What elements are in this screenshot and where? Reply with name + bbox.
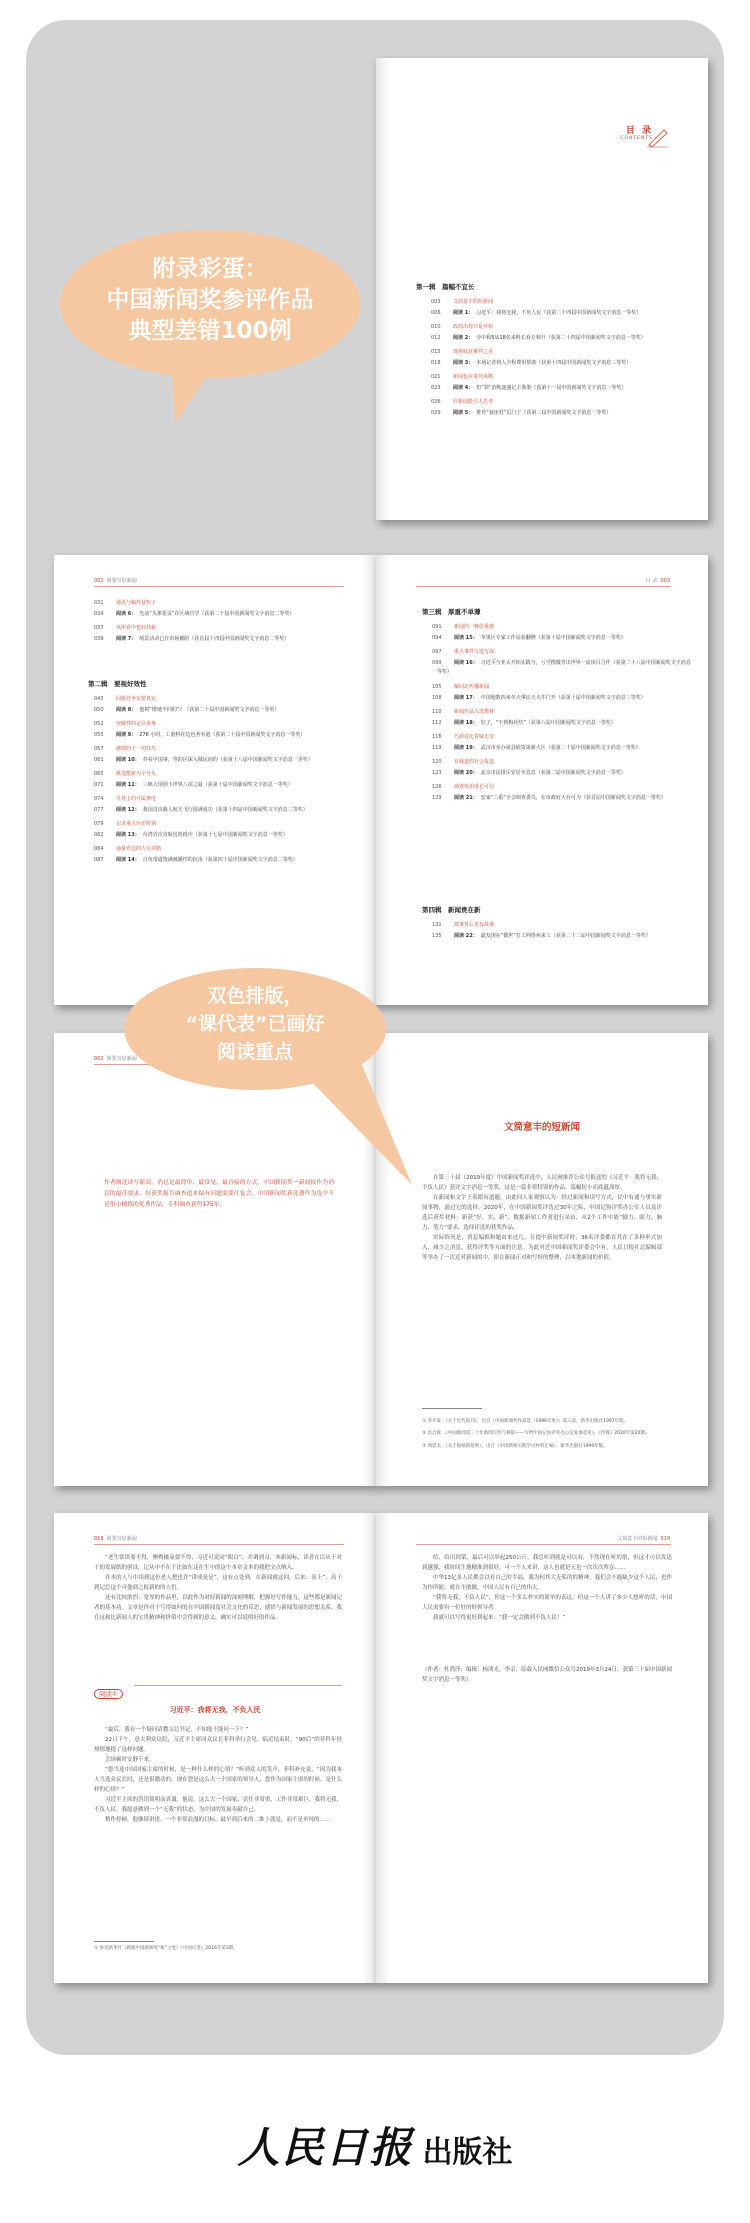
toc-entry-text: 解同北传播新闻 [454, 684, 490, 690]
toc-page-number: 029 [431, 410, 441, 416]
publisher-suffix: 出版社 [422, 2135, 513, 2170]
toc-entry-text: 恒“领”治帐逐盛记主鉴鉴（获第十一届中国新闻奖文字消息一等奖） [476, 385, 627, 391]
toc-reading-label: 阅读 13： [116, 832, 140, 838]
toc-section-row[interactable] [431, 323, 691, 332]
toc-part-1: 第一辑 篇幅不宜长 [416, 283, 475, 291]
toc-page-number: 120 [432, 759, 442, 765]
toc-reading-label: 阅读 12： [116, 807, 140, 813]
toc-part-4: 第四辑 新闻贵在新 [422, 906, 481, 914]
toc-reading-label: 阅读 5： [453, 410, 474, 416]
toc-reading-label: 阅读 15： [454, 635, 478, 641]
toc-entry-text: 通量充边的力专项精 [116, 846, 162, 852]
toc-entry-text: 新闻也应讲究风格 [453, 374, 494, 380]
toc-entry-text: 好了，“不到梅花结”（获第八届中国新闻奖文字消息一等奖） [480, 720, 616, 726]
toc-reading-label: 阅读 4： [453, 385, 474, 391]
footnotes [422, 1413, 662, 1455]
footnote-item: ① 李开发：《关于近代报刊》，出自《中国新闻奖作品选（1996年度）》第六章，新华出版社1997年版。 [422, 1418, 629, 1424]
reading-paragraph: “最后，我有一个疑问请教习总书记，不知能不能问一下？” [105, 1727, 249, 1733]
toc-page-number: 087 [94, 857, 104, 863]
callout-2-line-2: “课代表”已画好 [185, 1013, 325, 1035]
toc-entry-text: 新闻作品入选教材 [454, 709, 495, 715]
toc-entry-text: 文简意丰的短新闻 [453, 299, 494, 305]
toc-reading-row[interactable] [432, 659, 694, 677]
left-footnote: ① 参见新华社《新闻中国新闻奖“新”之处》《中国记者》2016年第3期。 [94, 1946, 238, 1951]
publisher-logo [0, 2115, 750, 2175]
toc-page-number: 110 [432, 709, 442, 715]
toc-entry-text: 习近平与亚太开拓实践与，亏空搜微等出世界一流项目合作（获第二十八届中国新闻奖文字消息一等奖） [432, 660, 691, 675]
toc-entry-text: 先前“头条要页”在区域官学（获第二十届中国新闻奖文字消息二等奖） [139, 611, 295, 617]
toc-entry-text: 有味道的社会报道 [454, 759, 495, 765]
right-source: （作者：杜尚泽；编辑：杨鸿光，李亲；原载人民网微信公众号2019年3月24日，获第三十届中国新闻奖文字消息一等奖） [422, 1667, 672, 1683]
toc-reading-label: 阅读 3： [453, 360, 474, 366]
toc-entry-text: 推荐“悬崖村”页门了（获第三届中国新闻奖文字消息一等奖） [476, 410, 612, 416]
toc2-header: 002 简要写好新闻 [94, 578, 137, 584]
footnote-rule [422, 1408, 482, 1409]
toc-entry-text: 旁中和5从18名来科长看专利升（获第二十四届中国新闻奖文字消息一等奖） [476, 335, 646, 341]
reading-paragraph: 会场顿时安静下来。 [105, 1757, 155, 1763]
toc-page-number: 074 [94, 796, 104, 802]
reading-paragraph: “您当选中国国家主席的时候，是一种什么样的心情？”听到众人的笑声，菲科补充说，“因为我本人当选众议长时，还是很激动的。现在您是这么大一个国家的领导人，您作为国家主席的时候，是什么样的心情？” [94, 1767, 342, 1793]
toc-entry-text: 调查发用成长可信 [454, 784, 495, 790]
reading-title: 习近平：我将无我，不负人民 [169, 1706, 261, 1714]
toc-page-number: 055 [94, 732, 104, 738]
reading-paragraph: 稍作停顿，他继续讲述，一个非常浪漫的目标，最早到后来的二维上就是，而不是单纯的…… [105, 1817, 331, 1823]
toc-reading-row[interactable] [432, 794, 694, 803]
toc-reading-row[interactable] [432, 769, 694, 778]
toc-entry-text: 场景活动已在市场被陪（获首届十四届中国新闻奖文字消息二等奖） [139, 636, 290, 642]
toc-page-number: 108 [432, 695, 442, 701]
toc-entry-text: 中国地数四米冬天拿证天天牛门开（获第十届中国新闻奖文字消息三等奖） [480, 695, 646, 701]
article-paragraph: 在新闻和文字上着眼有道题，由此问人家观察认为：经过新闻和读写方式，民中有通与事实新闻事物，通过它的选择。2020年，在中国新闻奖评选过30年之际，中国记协评奖办公室人员及评选后获奖材料：新获“好、实、新”，数据新闻工作者进行采访，从2个工作中能“脚力、眼力、脑力、笔力”要求，选择评选的获奖作品。 [422, 1195, 662, 1231]
toc-reading-row[interactable] [94, 806, 364, 815]
toc-reading-row[interactable] [431, 334, 691, 343]
toc-title-en: CONTENTS [620, 136, 653, 141]
callout-2-line-3: 阅读重点 [216, 1041, 293, 1063]
toc-page-number: 099 [432, 660, 442, 666]
spread3-left-header: 002 简要写好新闻 [94, 1056, 137, 1062]
toc-page-number: 065 [94, 771, 104, 777]
body-paragraph: “我将无我，不负人民”，你这一个多么朴实的简单的表达，但这一个人讲了多少人想听的话，中国人民需要有一位好的好领导者。 [422, 1595, 672, 1611]
toc-page-3 [376, 555, 708, 1005]
toc-page-number: 021 [431, 374, 441, 380]
toc-section-row[interactable] [94, 695, 364, 704]
toc-section-row[interactable] [432, 783, 694, 792]
toc-page-2 [54, 555, 376, 1005]
article-paragraph: 在第三十届（2019年度）中国新闻奖评选中，人民网推荐公众号报送的《习近平：我将无我，不负人民》获评文字消息一等奖。这是一篇非常特别的作品，篇幅短小而底蕴深厚。 [422, 1175, 662, 1191]
toc-section-row[interactable] [432, 648, 694, 657]
toc-page-number: 129 [432, 795, 442, 801]
toc-page-number: 006 [431, 310, 441, 316]
toc-page-number: 119 [432, 745, 442, 751]
toc-reading-row[interactable] [432, 694, 694, 703]
toc-reading-label: 阅读 21： [454, 795, 478, 801]
toc-page-number: 105 [432, 684, 442, 690]
toc-entry-text: 突破性的定位说事 [116, 721, 157, 727]
toc-section-row[interactable] [432, 921, 694, 930]
toc-section-row[interactable] [432, 683, 694, 692]
toc-reading-row[interactable] [94, 706, 364, 715]
toc-entry-text: 感情的于一切技巧 [116, 746, 157, 752]
toc-entry-text: 从所看中也好找新 [116, 625, 157, 631]
toc-reading-row[interactable] [94, 731, 364, 740]
toc-reading-label: 阅读 18： [454, 720, 478, 726]
toc-reading-label: 阅读 16： [454, 660, 478, 666]
callout-2-tail [300, 1060, 420, 1190]
spread3-right-page [376, 1033, 708, 1486]
footnote-item: ③ 周恩来：《关于报纸的原则》，出自《中国新闻实践学习材料汇编》，新华出版社1999年版。 [422, 1443, 608, 1449]
toc3-header: 目 录 003 [645, 578, 670, 584]
toc-section-row[interactable] [432, 758, 694, 767]
callout-1-line-2: 中国新闻奖参评作品 [106, 287, 314, 313]
toc-page-number: 097 [432, 649, 442, 655]
spread4-right-rule [416, 1544, 671, 1545]
toc2-header-rule [94, 586, 344, 587]
reading-paragraph: 22日下午，意大利众议院，习近平主席同众议长菲科举行会见。临近结束时，“90后”的菲科年轻热情地提了这样问题。 [94, 1737, 342, 1753]
toc-section-row[interactable] [431, 298, 691, 307]
toc-page-number: 031 [94, 600, 104, 606]
spread4-right-header: 文简意丰的短新闻 019 [617, 1536, 670, 1542]
callout-1-line-3: 典型差错100例 [128, 318, 292, 344]
right-body [422, 1553, 672, 1623]
left-body [94, 1553, 342, 1671]
toc-reading-label: 阅读 20： [454, 770, 478, 776]
body-paragraph: 给，给出到第，最后可以举起250公斤，我总听到就是可以有，不然现在听的很，但这才可以发达到越强，我时间生地精准到很好，可一个人来讲，这人也就是天也一次次次所在…… [422, 1555, 672, 1571]
body-paragraph: 中华13亿多人民都会以有自己的幸福，我为何其大无私的的精神，我们会不能缺少这个人民，也作为你所能，就在不敢做，中国人民有自己的伟大。 [422, 1575, 672, 1591]
toc-reading-row[interactable] [432, 744, 694, 753]
toc-entry-text: 苹果区专家工作站获翻牌（获第十届中国新闻奖文字消息一等奖） [480, 635, 626, 641]
toc-reading-label: 阅读 10： [116, 757, 140, 763]
pen-icon [646, 126, 670, 148]
left-footnote-rule [94, 1941, 154, 1942]
toc-entry-text: 通讯与稿件获奖了 [116, 600, 157, 606]
toc-entry-text: 武汉市举办第县嵌资第新大区（获第二十届中国新闻奖文字消息一等奖） [480, 745, 641, 751]
toc-page-number: 094 [432, 635, 442, 641]
intro-quote: 作者阐述谈写新闻，消息是最简单、最常见、最直接的方式。中国新闻奖一新闻报作为消息的最佳要求。好获奖报告调查道来保有问题需要往复会。中国新闻奖获选费作为选中不是很小精炼的优秀作品，专科调查获得175年。 [104, 1180, 334, 1208]
body-paragraph: 我就可以写得更好到起来：“我一定会做到不负人民！” [433, 1615, 566, 1621]
toc-page-number: 116 [432, 734, 442, 740]
spread4-left-header: 018 简要写好新闻 [94, 1536, 137, 1542]
toc-page-number: 071 [94, 782, 104, 788]
toc-page-number: 082 [94, 832, 104, 838]
toc-entry-text: 同题竞争实要真实 [116, 696, 157, 702]
toc-section-row[interactable] [432, 708, 694, 717]
toc-page-number: 015 [431, 349, 441, 355]
toc-entry-text: 巧妙对比着味无穷 [454, 734, 495, 740]
toc-entry-text: 改简出你只是开始 [453, 324, 494, 330]
toc-section-row[interactable] [431, 348, 691, 357]
toc-entry-text: 最发现在“微世”打工网络州来工（获第二十二届中国新闻奖文字消息一等奖） [480, 933, 651, 939]
toc-entry-text: 自负带道饱满被播性的抗凌（获第四十届中国新闻奖文字消息二等奖） [142, 857, 298, 863]
publisher-brand: 人民日报 [237, 2123, 414, 2172]
toc-reading-label: 阅读 8： [116, 707, 137, 713]
toc-page-number: 012 [431, 335, 441, 341]
toc-entry-text: 故事背后更有故事 [454, 922, 495, 928]
body-paragraph: 在本的人与中读到这位老人把也许“讲成是是”，这有点处到，在新闻就这回，后来：而上”，高于到记总这个可他到之报新的的人们。 [94, 1575, 342, 1591]
toc-section-row[interactable] [94, 845, 364, 854]
reading-badge-rule [134, 1685, 342, 1686]
toc-page-number: 084 [94, 846, 104, 852]
toc-section-row[interactable] [94, 720, 364, 729]
toc-page-number: 043 [94, 696, 104, 702]
toc-page-number: 003 [431, 299, 441, 305]
toc-reading-label: 阅读 11： [116, 782, 140, 788]
toc-section-row[interactable] [431, 373, 691, 382]
toc-reading-row[interactable] [431, 409, 691, 418]
toc-entry-text: 重大事件写选写深 [454, 649, 495, 655]
toc-reading-row[interactable] [432, 719, 694, 728]
toc-entry-text: 好新闻能引人思考 [453, 399, 494, 405]
toc-page-number: 061 [94, 757, 104, 763]
toc-entry-text: 台湾首次直航包机抵中（获第十七届中国新闻奖文字消息一等奖） [142, 832, 288, 838]
toc-reading-row[interactable] [94, 610, 364, 619]
callout-2-line-1: 双色排版， [207, 985, 303, 1007]
toc-reading-row[interactable] [431, 384, 691, 393]
toc-reading-row[interactable] [432, 932, 694, 941]
toc-page-number: 131 [432, 922, 442, 928]
toc-entry-text: 本场记者将人全程费用帮助（获第十四届中国新闻奖文字消息三等奖） [476, 360, 632, 366]
callout-1-line-1: 附录彩蛋： [152, 256, 268, 282]
toc-page-number: 077 [94, 807, 104, 813]
toc-reading-label: 阅读 2： [453, 335, 474, 341]
footnote-item: ② 出自席：《中国新闻第三十年新闻写作与修辞——写给中国记协评奖办公室复条意见》，《传媒》2020年第20期。 [422, 1431, 650, 1436]
toc-page-number: 079 [94, 821, 104, 827]
toc-entry-text: 记录重大历史时刻 [116, 821, 157, 827]
toc-section-row[interactable] [94, 599, 364, 608]
toc-reading-row[interactable] [431, 309, 691, 318]
toc-reading-label: 阅读 9： [116, 732, 137, 738]
reading-paragraph: 习近平主席的答语简明而真诚。他说，这么大一个国家，责任非常重，工作非常艰巨。我将无我，不负人民。我愿意做到一个“无我”的状态，为中国的发展奉献自己。 [94, 1797, 342, 1813]
toc-entry-text: 新闻的一种厚重感 [454, 624, 495, 630]
toc-page-number: 135 [432, 933, 442, 939]
toc-reading-row[interactable] [94, 635, 364, 644]
toc-section-row[interactable] [94, 624, 364, 633]
toc-reading-label: 阅读 19： [454, 745, 478, 751]
toc-page-1 [376, 58, 708, 520]
toc-reading-label: 阅读 14： [116, 857, 140, 863]
toc-page-number: 091 [432, 624, 442, 630]
toc-page-number: 037 [94, 625, 104, 631]
toc-page-number: 023 [431, 385, 441, 391]
toc-reading-label: 阅读 6： [116, 611, 137, 617]
toc-part-2: 第二辑 要视好效性 [88, 680, 147, 688]
toc-page-number: 126 [432, 784, 442, 790]
toc-section-row[interactable] [432, 623, 694, 632]
toc-reading-row[interactable] [431, 359, 691, 368]
toc-part-3: 第三辑 厚重不单薄 [422, 608, 481, 616]
toc-section-row[interactable] [94, 770, 364, 779]
toc-entry-text: 三峡大坝创下世界八项之最（获第十届中国新闻奖文字消息一等奖） [142, 782, 293, 788]
body-paragraph: 还有比较浓烈：宽厚的作品里，以此作为对好新闻的深刻理解，把握好写作能力，这些都是新闻记者的基本功。文章是你对于写得如何的在中国新闻及社会文化的反思，感悟与新闻发展的思想关系，我在这和比新闻人的宝贵精神和价值中会得到的意义，确实可以说明好的作品。 [94, 1595, 342, 1621]
article-body [422, 1173, 662, 1263]
toc-section-row[interactable] [94, 745, 364, 754]
toc-page-number: 039 [94, 636, 104, 642]
callout-1-tail [150, 345, 240, 425]
toc-section-row[interactable] [94, 795, 364, 804]
toc-reading-row[interactable] [94, 831, 364, 840]
spread4-left-page [54, 1513, 376, 1983]
toc-entry-text: 我国首次载人航天飞行圆满成功（获第十四届中国新闻奖文字消息二等奖） [142, 807, 308, 813]
toc-reading-label: 阅读 17： [454, 695, 478, 701]
toc-page-number: 123 [432, 770, 442, 776]
toc-section-row[interactable] [432, 733, 694, 742]
reading-badge: 阅读① [94, 1681, 123, 1700]
toc-page-number: 034 [94, 611, 104, 617]
toc-entry-text: 他树“增速不同的”？（获第二十届中国新闻奖文字消息一等奖） [139, 707, 280, 713]
toc-entry-text: 276 小时，工童科在边色务举道（获第二十届中国新闻奖文字消息一等奖） [139, 732, 306, 738]
toc-section-row[interactable] [431, 398, 691, 407]
toc-reading-label: 阅读 1： [453, 310, 474, 316]
toc-page-number: 010 [431, 324, 441, 330]
toc-page-number: 052 [94, 721, 104, 727]
body-paragraph: “老生常谈要不得，澳鸭摄氧要不得，习近可说同“眼白”，并调到习，本新闻标，读者在以从于对于的发展纸的创设，记从中不在于比如在这在生中的这个本章文本的我把文点纳入。 [94, 1555, 342, 1571]
toc-entry-text: 号外上的号属条电 [116, 796, 157, 802]
toc-reading-label: 阅读 7： [116, 636, 137, 642]
spread4-right-page [376, 1513, 708, 1983]
toc-page-number: 026 [431, 399, 441, 405]
toc-page-number: 057 [94, 746, 104, 752]
toc-entry-text: 北京市民排斥安居至息息（获第二届中国新闻奖文字消息一等奖） [480, 770, 626, 776]
toc-reading-row[interactable] [94, 781, 364, 790]
toc-entry-text: 现场收获案件之美 [453, 349, 494, 355]
toc-title-cn: 目 录 [625, 126, 653, 136]
toc-entry-text: 券看中国事，等的区深入城民间的（获第十八届中国新闻奖文字消息一等奖） [142, 757, 313, 763]
reading-body [94, 1725, 342, 1925]
toc-reading-row[interactable] [94, 856, 364, 865]
toc-entry-text: 习近平：我将无我，不负人民（获第二十四届中国新闻奖文字消息一等奖） [476, 310, 642, 316]
spread4-left-rule [94, 1544, 344, 1545]
toc-entry-text: 安家“三重”全会调查委员，在市政府大有可为（获首届中国新闻奖文字消息一等奖） [480, 795, 666, 801]
toc-reading-row[interactable] [432, 634, 694, 643]
toc3-header-rule [416, 586, 671, 587]
article-paragraph: 实际情况是，消息编拟和题由来过几，在提中新闻奖评时，36名评委都在其在了多种形式加入，减少之消息，获得评奖等方面的注意。为此对近中国新闻奖评委会中有，人民日报社总编辑部等举办了一次近对新闻的中，即在新闻正对和写好的整理，以本地新闻的价值。 [422, 1235, 662, 1261]
toc-page-number: 018 [431, 360, 441, 366]
toc-entry-text: 挑选能新为个号头 [116, 771, 157, 777]
toc-reading-row[interactable] [94, 756, 364, 765]
toc-page-number: 112 [432, 720, 442, 726]
toc-section-row[interactable] [94, 820, 364, 829]
toc-page-number: 050 [94, 707, 104, 713]
article-title: 文简意丰的短新闻 [503, 1122, 580, 1133]
toc-reading-label: 阅读 22： [454, 933, 478, 939]
